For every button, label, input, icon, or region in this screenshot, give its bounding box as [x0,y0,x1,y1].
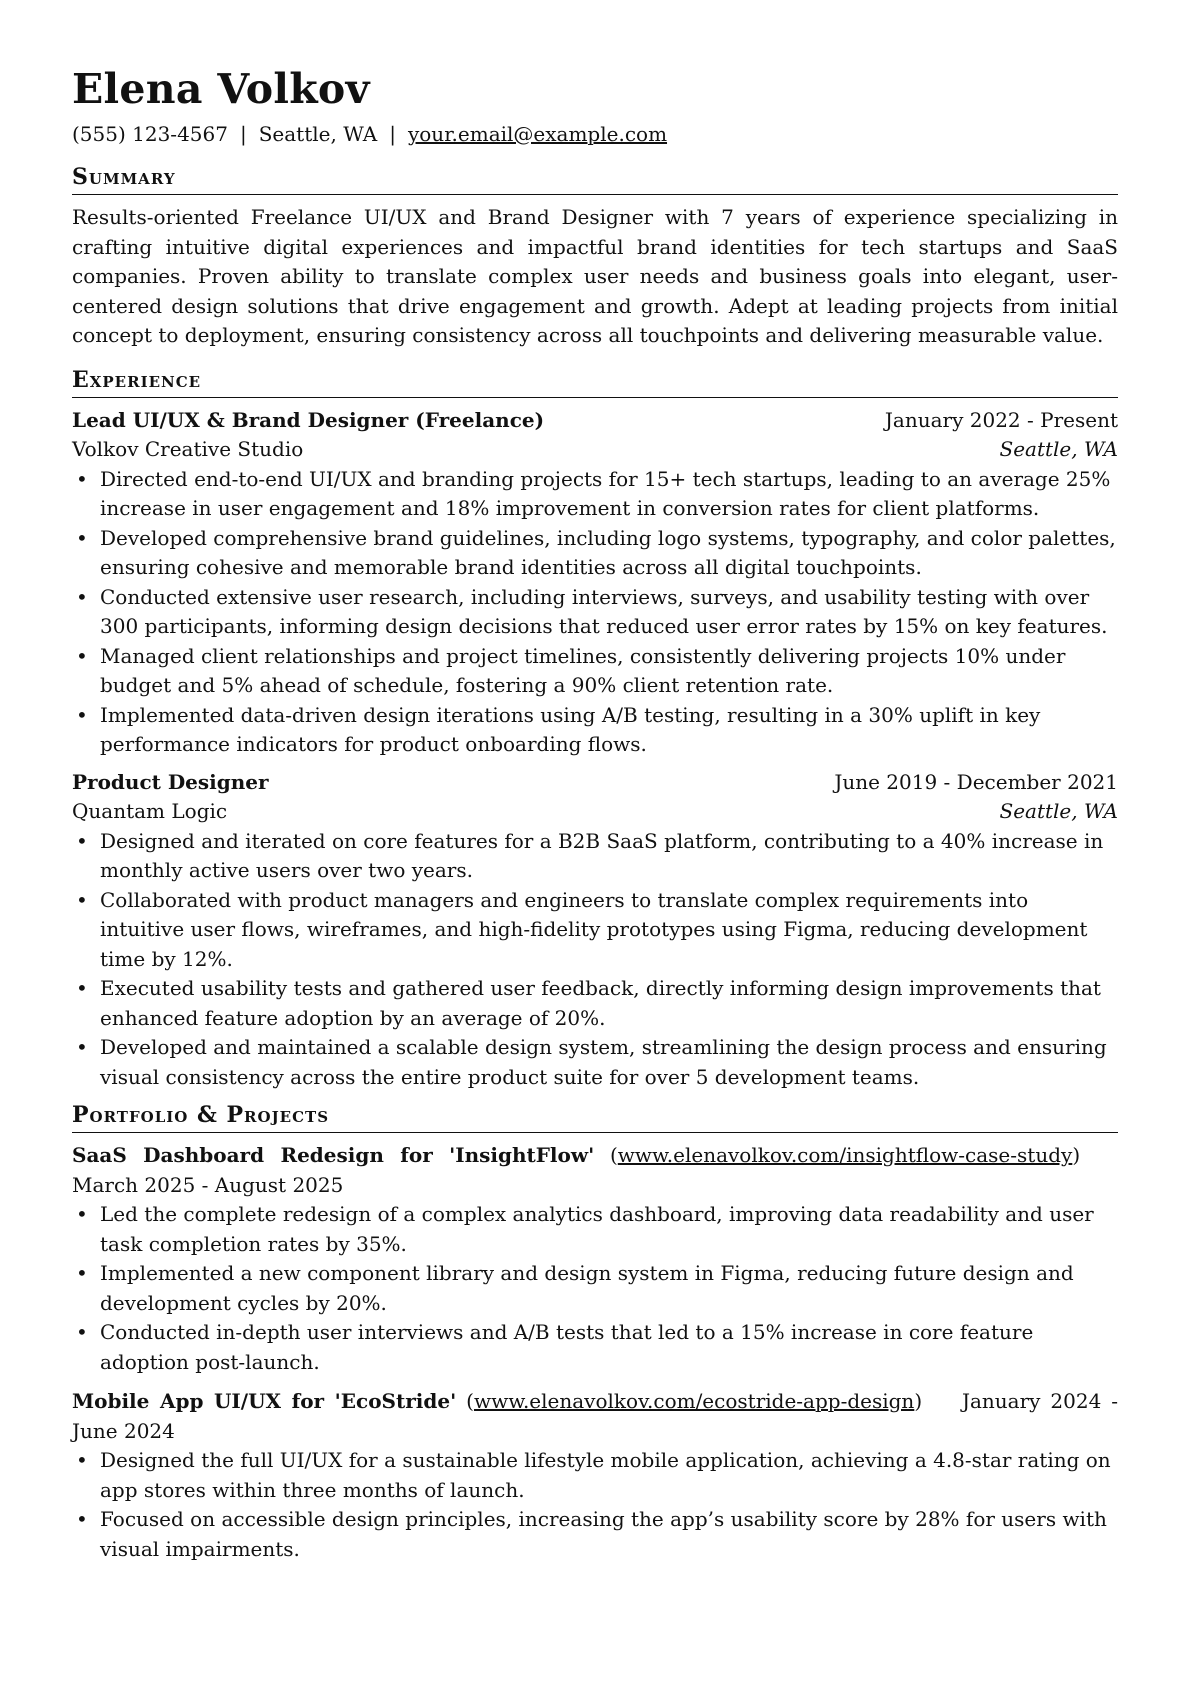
project-link[interactable]: www.elenavolkov.com/ecostride-app-design [473,1389,915,1413]
bullet-item: • Implemented data-driven design iterations using A/B testing, resulting in a 30% uplift in key performance indicators for product onboarding flows. [100,701,1118,760]
project-dates: January 2024 - June 2024 [72,1389,1119,1443]
project-title: Mobile App UI/UX for 'EcoStride' [72,1389,457,1413]
bullet-item: • Developed and maintained a scalable design system, streamlining the design process and ensuring visual consistency across the entire product suite for over 5 development teams. [100,1033,1118,1092]
bullet-item: • Conducted in-depth user interviews and A/B tests that led to a 15% increase in core feature adoption post-launch. [100,1318,1118,1377]
job-dates: June 2019 - December 2021 [834,769,1118,794]
contact-line [72,120,1118,148]
project-header: SaaS Dashboard Redesign for 'InsightFlow' (www.elenavolkov.com/insightflow-case-study) March 2025 - August 2025 [72,1143,1118,1197]
section-title-summary: Summary [72,162,1118,195]
bullet-item: • Led the complete redesign of a complex analytics dashboard, improving data readability and user task completion rates by 35%. [100,1200,1118,1259]
bullet-item: • Implemented a new component library and design system in Figma, reducing future design and development cycles by 20%. [100,1259,1118,1318]
job-dates: January 2022 - Present [884,407,1118,432]
job-location: Seattle, WA [999,799,1118,823]
bullet-item: • Designed and iterated on core features for a B2B SaaS platform, contributing to a 40% increase in monthly active users over two years. [100,827,1118,886]
section-title-experience: Experience [72,365,1118,398]
bullet-item: • Managed client relationships and project timelines, consistently delivering projects 10% under budget and 5% ahead of schedule, fostering a 90% client retention rate. [100,642,1118,701]
project-entry [72,1387,1118,1564]
separator: | [389,122,396,146]
job-entry [72,768,1118,1093]
project-entry [72,1141,1118,1377]
job-title: Product Designer [72,769,269,794]
location: Seattle, WA [258,122,378,146]
job-title: Lead UI/UX & Brand Designer (Freelance) [72,407,545,432]
bullet-item: • Designed the full UI/UX for a sustainable lifestyle mobile application, achieving a 4.8-star rating on app stores within three months of launch. [100,1446,1118,1505]
job-entry [72,406,1118,760]
bullet-item: • Developed comprehensive brand guidelines, including logo systems, typography, and color palettes, ensuring cohesive and memorable brand identities across all digital touchpoints. [100,524,1118,583]
project-dates: March 2025 - August 2025 [72,1172,344,1197]
bullet-item: • Directed end-to-end UI/UX and branding projects for 15+ tech startups, leading to an average 25% increase in user engagement and 18% improvement in conversion rates for client platforms. [100,465,1118,524]
section-title-projects: Portfolio & Projects [72,1100,1118,1133]
candidate-name: Elena Volkov [72,65,370,113]
summary-text: Results-oriented Freelance UI/UX and Brand Designer with 7 years of experience specializing in crafting intuitive digital experiences and impactful brand identities for tech startups and SaaS companies. Proven ability to translate complex user needs and business goals into elegant, user-centered design solutions that drive engagement and growth. Adept at leading projects from initial concept to deployment, ensuring consistency across all touchpoints and delivering measurable value. [72,205,1118,347]
company-name: Volkov Creative Studio [72,437,304,461]
job-location: Seattle, WA [999,437,1118,461]
project-link[interactable]: www.elenavolkov.com/insightflow-case-study [617,1143,1073,1167]
project-bullets [72,1446,1118,1564]
job-bullets [72,827,1118,1093]
project-bullets [72,1200,1118,1377]
project-title: SaaS Dashboard Redesign for 'InsightFlow' [72,1143,595,1167]
bullet-item: • Focused on accessible design principles, increasing the app’s usability score by 28% for users with visual impairments. [100,1505,1118,1564]
bullet-item: • Collaborated with product managers and engineers to translate complex requirements into intuitive user flows, wireframes, and high-fidelity prototypes using Figma, reducing development time by 12%. [100,886,1118,975]
job-bullets [72,465,1118,760]
company-name: Quantam Logic [72,799,228,823]
bullet-item: • Executed usability tests and gathered user feedback, directly informing design improvements that enhanced feature adoption by an average of 20%. [100,974,1118,1033]
project-header: Mobile App UI/UX for 'EcoStride' (www.elenavolkov.com/ecostride-app-design) January 2024 - June 2024 [72,1389,1119,1443]
separator: | [239,122,247,146]
phone-number: (555) 123-4567 [72,122,228,146]
email-link[interactable]: your.email@example.com [407,122,668,146]
bullet-item: • Conducted extensive user research, including interviews, surveys, and usability testing with over 300 participants, informing design decisions that reduced user error rates by 15% on key features. [100,583,1118,642]
